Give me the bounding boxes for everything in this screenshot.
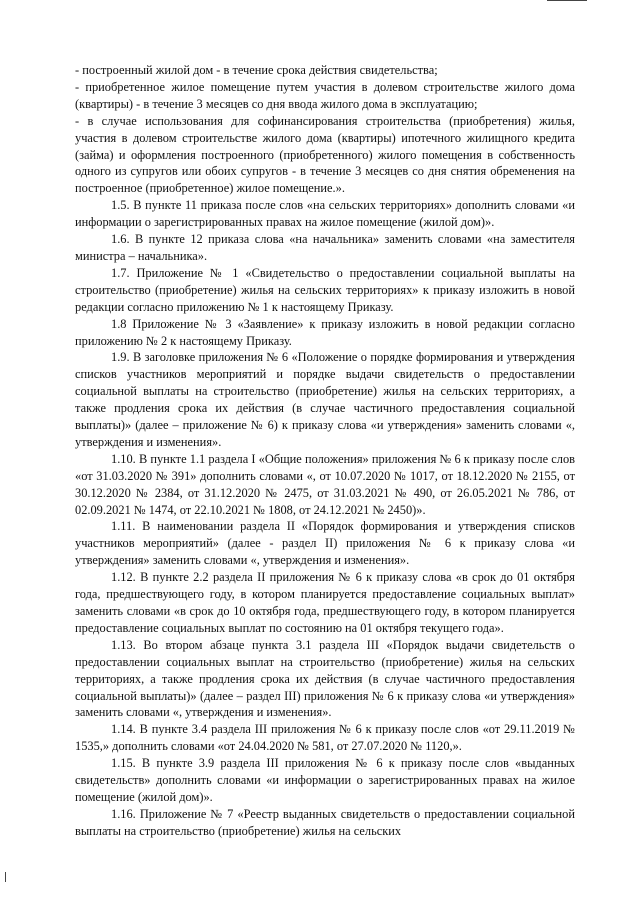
list-item: - в случае использования для софинансирования строительства (приобретения) жилья, участия в долевом строительстве жилого дома (квартиры) ипотечного жилищного кредита (займа) и оформления построенного (приобретенного) жилого помещения в собственность одного из супругов или обоих супругов - в течение 3 месяцев со дня снятия обременения на построенное (приобретенное) жилое помещение.». [75, 113, 575, 196]
paragraph-1-7: 1.7. Приложение № 1 «Свидетельство о предоставлении социальной выплаты на строительство (приобретение) жилья на сельских территориях» к приказу изложить в новой редакции согласно приложению № 1 к настоящему Приказу. [75, 265, 575, 314]
paragraph-1-11: 1.11. В наименовании раздела II «Порядок формирования и утверждения списков участников мероприятий» (далее - раздел II) приложения № 6 к приказу слова «и утверждения» заменить словами «, утверждения и изменения». [75, 519, 575, 568]
paragraph-1-8: 1.8 Приложение № 3 «Заявление» к приказу изложить в новой редакции согласно приложению № 2 к настоящему Приказу. [75, 316, 575, 348]
list-item: - построенный жилой дом - в течение срока действия свидетельства; [75, 63, 438, 77]
paragraph-1-16: 1.16. Приложение № 7 «Реестр выданных свидетельств о предоставлении социальной выплаты на строительство (приобретение) жилья на сельских [75, 806, 575, 838]
paragraph-1-13: 1.13. Во втором абзаце пункта 3.1 раздела III «Порядок выдачи свидетельств о предоставлении социальных выплат на строительство (приобретение) жилья на сельских территориях, а также продления срока их действия (в случае частичного предоставления социальной выплаты)» (далее – раздел III) приложения № 6 к приказу слова «и утверждения» заменить словами «, утверждения и изменения». [75, 637, 575, 720]
paragraph-1-6: 1.6. В пункте 12 приказа слова «на начальника» заменить словами «на заместителя министра – начальника». [75, 232, 575, 263]
paragraph-1-9: 1.9. В заголовке приложения № 6 «Положение о порядке формирования и утверждения списков участников мероприятий и порядке выдачи свидетельств о предоставлении социальной выплаты на строительство (приобретение) жилья на сельских территориях, а также продления срока их действия (в случае частичного предоставления социальной выплаты)» (далее – приложение № 6) к приказу слова «и утверждения» заменить словами «, утверждения и изменения». [75, 350, 575, 449]
document-body [75, 62, 575, 840]
list-item: - приобретенное жилое помещение путем участия в долевом строительстве жилого дома (квартиры) - в течение 3 месяцев со дня ввода жилого дома в эксплуатацию; [75, 79, 575, 111]
scan-mark-top [547, 0, 587, 1]
scan-mark-left [5, 872, 6, 882]
paragraph-1-10: 1.10. В пункте 1.1 раздела I «Общие положения» приложения № 6 к приказу после слов «от 31.03.2020 № 391» дополнить словами «, от 10.07.2020 № 1017, от 18.12.2020 № 2155, от 30.12.2020 № 2384, от 31.12.2020 № 2475, от 31.03.2021 № 490, от 26.05.2021 № 786, от 02.09.2021 № 1474, от 22.10.2021 № 1808, от 24.12.2021 № 2450)». [75, 451, 575, 517]
paragraph-1-5: 1.5. В пункте 11 приказа после слов «на сельских территориях» дополнить словами «и информации о зарегистрированных правах на жилое помещение (жилой дом)». [75, 198, 575, 230]
paragraph-1-14: 1.14. В пункте 3.4 раздела III приложения № 6 к приказу после слов «от 29.11.2019 № 1535,» дополнить словами «от 24.04.2020 № 581, от 27.07.2020 № 1120,». [75, 722, 575, 754]
paragraph-1-15: 1.15. В пункте 3.9 раздела III приложения № 6 к приказу после слов «выданных свидетельств» дополнить словами «и информации о зарегистрированных правах на жилое помещение (жилой дом)». [75, 756, 575, 804]
paragraph-1-12: 1.12. В пункте 2.2 раздела II приложения № 6 к приказу слова «в срок до 01 октября года, предшествующего году, в котором планируется предоставление социальных выплат» заменить словами «в срок до 10 октября года, предшествующего году, в котором планируется предоставление социальных выплат по состоянию на 01 октября текущего года». [75, 570, 575, 635]
